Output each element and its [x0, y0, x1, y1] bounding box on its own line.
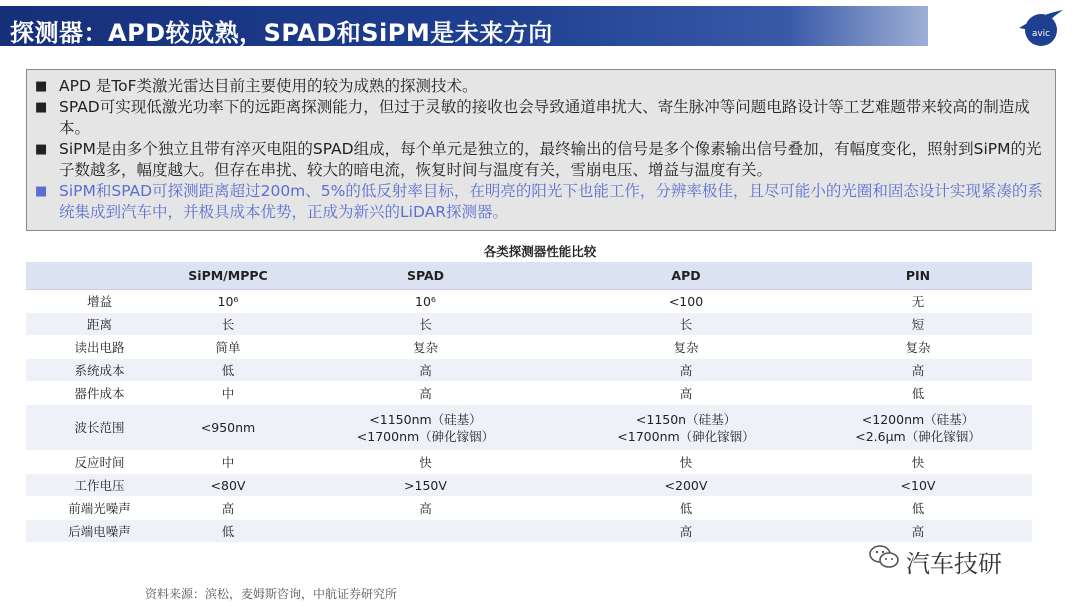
row-label-cell: 距离 [26, 313, 173, 336]
table-cell: 高 [283, 497, 568, 520]
table-row [26, 313, 1032, 336]
row-label-cell: 读出电路 [26, 336, 173, 359]
table-cell [283, 520, 568, 543]
table-cell: 低 [173, 359, 283, 382]
table-cell: 短 [804, 313, 1032, 336]
wechat-icon [868, 543, 900, 571]
table-row [26, 497, 1032, 520]
watermark-text: 汽车技研 [906, 550, 1002, 578]
row-label-cell: 工作电压 [26, 474, 173, 497]
table-header-row [26, 262, 1032, 290]
comparison-table [26, 262, 1032, 543]
table-cell: 长 [568, 313, 804, 336]
table-cell: 高 [283, 359, 568, 382]
table-cell: 快 [283, 451, 568, 474]
table-cell: 长 [173, 313, 283, 336]
table-cell: 复杂 [804, 336, 1032, 359]
bullet-text: SiPM和SPAD可探测距离超过200m、5%的低反射率目标，在明亮的阳光下也能工作，分辨率极佳，且尽可能小的光圈和固态设计实现紧凑的系统集成到汽车中，并极具成本优势，正成为新兴的LiDAR探测器。 [59, 182, 1043, 221]
table-cell: 高 [283, 382, 568, 405]
header-cell [26, 262, 173, 290]
avic-plane-logo-icon [1015, 6, 1067, 50]
row-label-cell: 后端电噪声 [26, 520, 173, 543]
table-cell: 10⁶ [173, 290, 283, 313]
table-cell: 高 [173, 497, 283, 520]
header-cell: PIN [804, 262, 1032, 290]
table-cell: 长 [283, 313, 568, 336]
table-cell: 无 [804, 290, 1032, 313]
table-cell: 10⁶ [283, 290, 568, 313]
bullet-text: SPAD可实现低激光功率下的远距离探测能力，但过于灵敏的接收也会导致通道串扰大、寄生脉冲等问题电路设计等工艺难题带来较高的制造成本。 [59, 98, 1030, 137]
table-cell: <1150nm（硅基） <1700nm（砷化镓铟） [283, 405, 568, 451]
table-cell: 高 [568, 359, 804, 382]
source-note: 资料来源：滨松，麦姆斯咨询，中航证券研究所 [145, 587, 398, 601]
table-row [26, 359, 1032, 382]
logo-text: avic [1031, 29, 1051, 39]
table-row [26, 382, 1032, 405]
row-label-cell: 前端光噪声 [26, 497, 173, 520]
table-row [26, 336, 1032, 359]
table-row [26, 290, 1032, 313]
table-cell: 高 [804, 520, 1032, 543]
header-cell: SiPM/MPPC [173, 262, 283, 290]
table-cell: <80V [173, 474, 283, 497]
table-cell: 低 [568, 497, 804, 520]
table-cell: 中 [173, 451, 283, 474]
table-cell: <950nm [173, 405, 283, 451]
row-label-cell: 器件成本 [26, 382, 173, 405]
header [0, 0, 1080, 55]
table-row [26, 451, 1032, 474]
table-cell: 高 [804, 359, 1032, 382]
table-row [26, 474, 1032, 497]
bullet-text: SiPM是由多个独立且带有淬灭电阻的SPAD组成，每个单元是独立的，最终输出的信号是多个像素输出信号叠加，有幅度变化，照射到SiPM的光子数越多，幅度越大。但存在串扰、较大的暗电流，恢复时间与温度有关，雪崩电压、增益与温度有关。 [59, 140, 1042, 179]
table-cell: <200V [568, 474, 804, 497]
bullet-sipm-spad-highlight [35, 181, 1050, 223]
table-cell: 简单 [173, 336, 283, 359]
table-cell: 低 [804, 382, 1032, 405]
bullet-sipm [35, 139, 1050, 181]
header-cell: SPAD [283, 262, 568, 290]
bullet-mark: ■ [35, 184, 48, 199]
row-label-cell: 反应时间 [26, 451, 173, 474]
row-label-cell: 增益 [26, 290, 173, 313]
table-cell: >150V [283, 474, 568, 497]
table-cell: 复杂 [568, 336, 804, 359]
bullet-mark: ■ [35, 142, 48, 157]
table-cell: 高 [568, 382, 804, 405]
table-cell: 中 [173, 382, 283, 405]
bullet-spad [35, 97, 1050, 139]
table-cell: <10V [804, 474, 1032, 497]
row-label-cell: 系统成本 [26, 359, 173, 382]
title-bar [0, 6, 928, 46]
page-title: 探测器：APD较成熟，SPAD和SiPM是未来方向 [10, 19, 553, 47]
table-cell: <1150n（硅基） <1700nm（砷化镓铟） [568, 405, 804, 451]
table-cell: 快 [804, 451, 1032, 474]
table-cell: 低 [173, 520, 283, 543]
bullet-box [26, 69, 1056, 231]
row-label-cell: 波长范围 [26, 405, 173, 451]
header-cell: APD [568, 262, 804, 290]
bullet-mark: ■ [35, 79, 48, 94]
bullet-text: APD 是ToF类激光雷达目前主要使用的较为成熟的探测技术。 [59, 77, 478, 95]
table-row [26, 520, 1032, 543]
table-cell: <1200nm（硅基） <2.6μm（砷化镓铟） [804, 405, 1032, 451]
bullet-mark: ■ [35, 100, 48, 115]
table-title: 各类探测器性能比较 [483, 244, 597, 259]
table-row [26, 405, 1032, 451]
table-cell: 低 [804, 497, 1032, 520]
table-cell: 高 [568, 520, 804, 543]
table-cell: 复杂 [283, 336, 568, 359]
bullet-apd [35, 76, 1050, 97]
table-cell: 快 [568, 451, 804, 474]
table-body [26, 290, 1032, 543]
table-cell: <100 [568, 290, 804, 313]
